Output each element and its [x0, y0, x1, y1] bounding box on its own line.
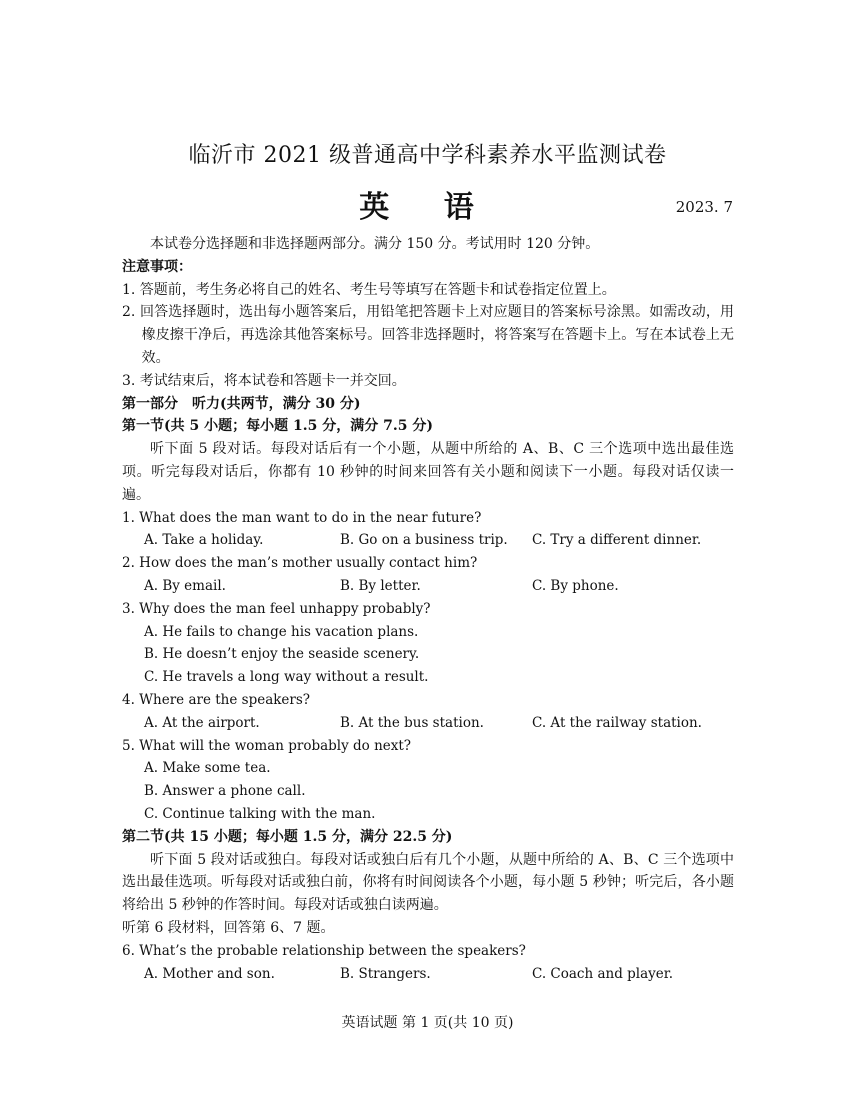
- subject-title: 英 语: [359, 190, 496, 225]
- option-b: B. At the bus station.: [340, 714, 484, 731]
- option-a: A. By email.: [144, 577, 226, 594]
- option-a-text: A. Make some tea.: [144, 760, 271, 777]
- notice-item: 3. 考试结束后，将本试卷和答题卡一并交回。: [122, 372, 406, 389]
- question-4-options: [122, 712, 734, 735]
- option-a: A. Mother and son.: [144, 965, 275, 982]
- notice-item: 2. 回答选择题时，选出每小题答案后，用铅笔把答题卡上对应题目的答案标号涂黑。如需改动，用橡皮擦干净后，再选涂其他答案标号。回答非选择题时，将答案写在答题卡上。写在本试卷上无效。: [122, 304, 734, 366]
- option-c: C. Try a different dinner.: [532, 532, 702, 549]
- option-b-text: B. Answer a phone call.: [144, 783, 306, 800]
- option-b: B. Strangers.: [340, 965, 431, 982]
- section2-instructions: 听下面 5 段对话或独白。每段对话或独白后有几个小题，从题中所给的 A、B、C 三个选项中选出最佳选项。听每段对话或独白前，你将有时间阅读各个小题，每小题 5 秒钟；听完后，各小题将给出 5 秒钟的作答时间。每段对话或独白读两遍。: [122, 851, 734, 914]
- exam-title: 临沂市 2021 级普通高中学科素养水平监测试卷: [188, 143, 667, 168]
- question-4: 4. Where are the speakers?: [122, 691, 311, 708]
- intro-text: 本试卷分选择题和非选择题两部分。满分 150 分。考试用时 120 分钟。: [150, 236, 600, 252]
- option-b: B. Go on a business trip.: [340, 532, 508, 549]
- question-2: 2. How does the man’s mother usually contact him?: [122, 555, 478, 572]
- option-c-text: C. Continue talking with the man.: [144, 805, 376, 822]
- option-c: [122, 803, 734, 826]
- question-5: 5. What will the woman probably do next?: [122, 737, 412, 754]
- exam-content: [122, 233, 734, 985]
- exam-date: 2023. 7: [675, 198, 733, 216]
- page-footer: 英语试题 第 1 页(共 10 页): [341, 1015, 514, 1031]
- question-6-options: [122, 963, 734, 986]
- notice-item: 1. 答题前，考生务必将自己的姓名、考生号等填写在答题卡和试卷指定位置上。: [122, 281, 616, 298]
- option-c: C. By phone.: [532, 577, 619, 594]
- option-a-text: A. He fails to change his vacation plans.: [144, 623, 419, 640]
- question-6: 6. What’s the probable relationship between the speakers?: [122, 942, 526, 959]
- option-c: C. Coach and player.: [532, 965, 674, 982]
- option-b: [122, 780, 734, 803]
- section2-heading: 第二节(共 15 小题；每小题 1.5 分，满分 22.5 分): [122, 828, 453, 845]
- question-1: 1. What does the man want to do in the near future?: [122, 509, 482, 526]
- option-b-text: B. He doesn’t enjoy the seaside scenery.: [144, 646, 420, 663]
- section1-instructions: 听下面 5 段对话。每段对话后有一个小题，从题中所给的 A、B、C 三个选项中选出最佳选项。听完每段对话后，你都有 10 秒钟的时间来回答有关小题和阅读下一小题。每段对话仅读一遍。: [122, 441, 734, 503]
- part1-heading: 第一部分 听力(共两节，满分 30 分): [122, 395, 361, 412]
- question-1-options: [122, 529, 734, 552]
- section1-heading: 第一节(共 5 小题；每小题 1.5 分，满分 7.5 分): [122, 418, 433, 435]
- option-a: A. At the airport.: [144, 714, 260, 731]
- option-a: [122, 621, 734, 644]
- option-c: C. At the railway station.: [532, 714, 702, 731]
- question-2-options: [122, 575, 734, 598]
- material-6-note: 听第 6 段材料，回答第 6、7 题。: [122, 919, 335, 936]
- option-c-text: C. He travels a long way without a result.: [144, 669, 429, 686]
- option-a: A. Take a holiday.: [144, 532, 264, 549]
- question-3: 3. Why does the man feel unhappy probably?: [122, 600, 431, 617]
- option-b: B. By letter.: [340, 577, 421, 594]
- option-c: [122, 666, 734, 689]
- option-b: [122, 643, 734, 666]
- notice-heading: 注意事项：: [122, 258, 192, 275]
- option-a: [122, 757, 734, 780]
